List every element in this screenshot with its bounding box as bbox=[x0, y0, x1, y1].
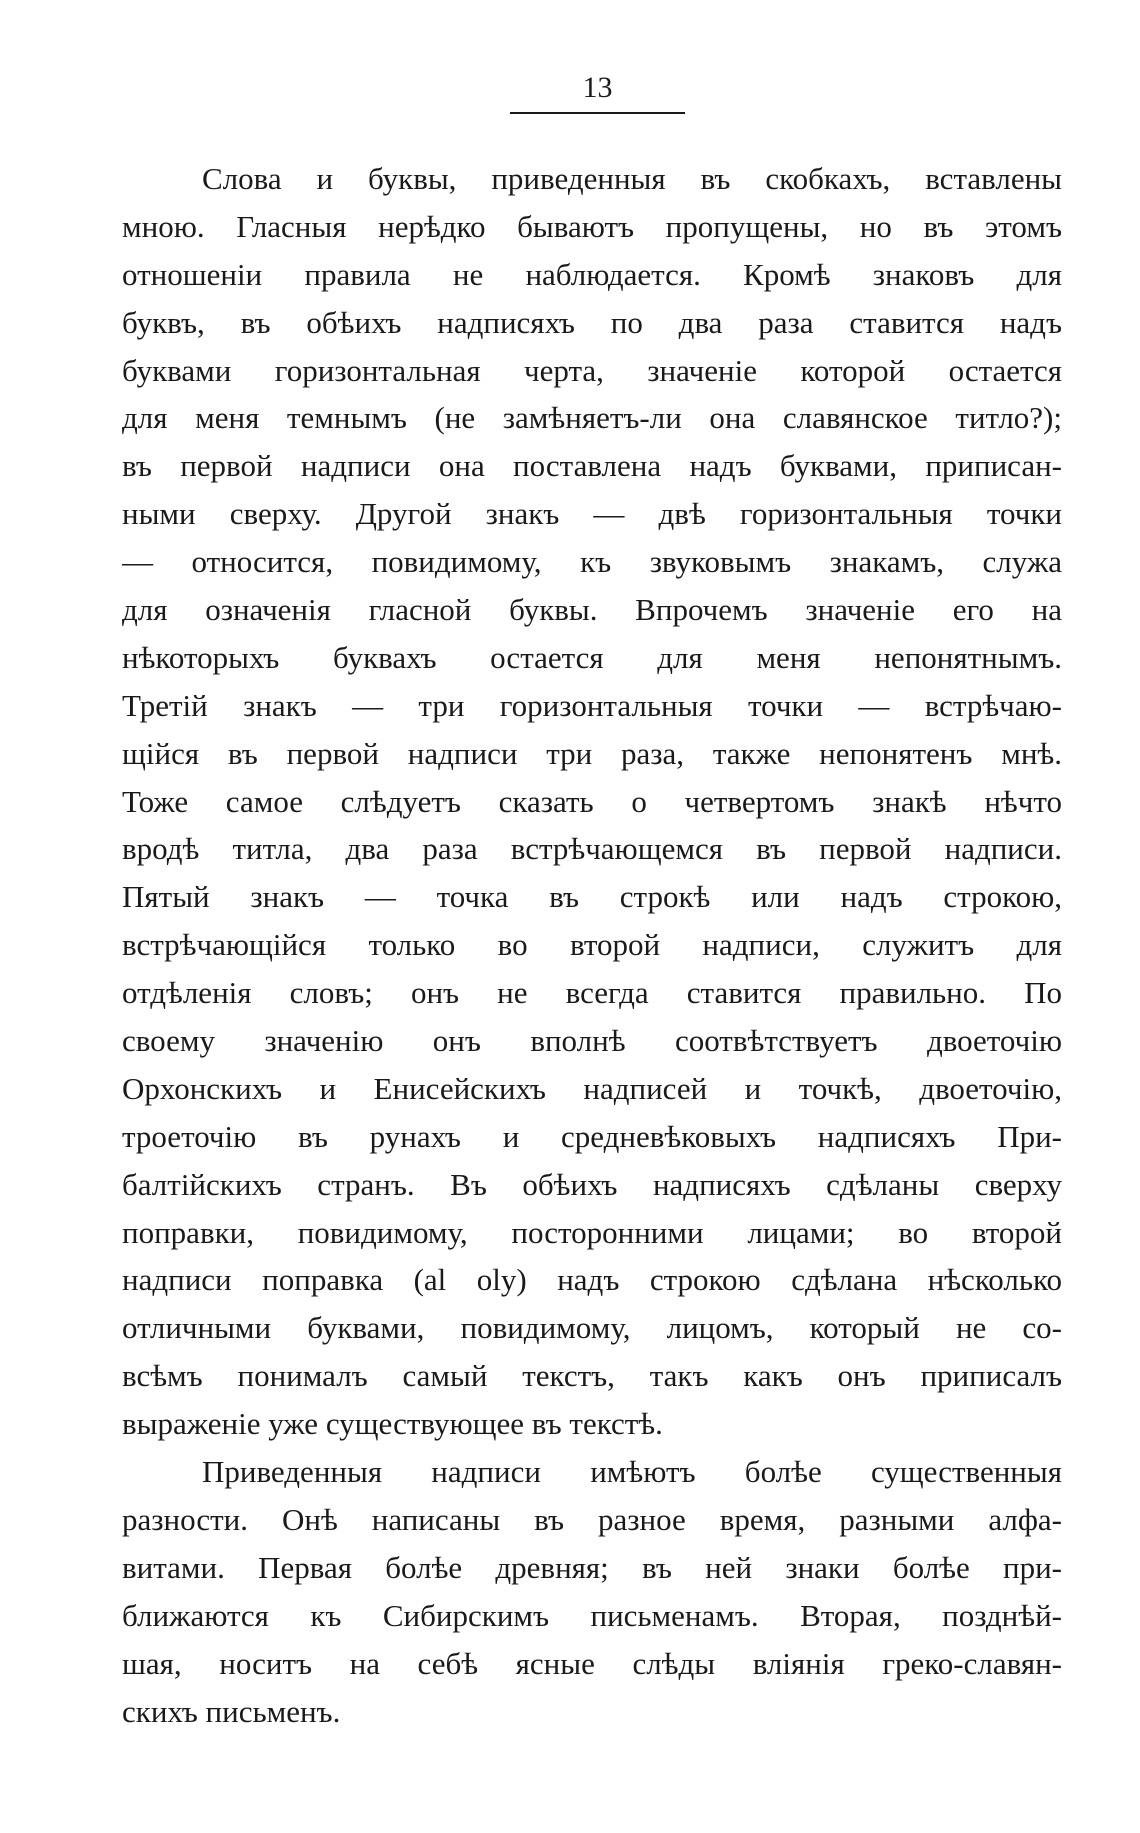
text-line: разности. Онѣ написаны въ разное время, разными алфа- bbox=[122, 1501, 1062, 1537]
text-line: балтійскихъ странъ. Въ обѣихъ надписяхъ сдѣланы сверху bbox=[122, 1166, 1062, 1202]
text-line: буквами горизонтальная черта, значеніе которой остается bbox=[122, 352, 1062, 388]
text-line: Пятый знакъ — точка въ строкѣ или надъ строкою, bbox=[122, 879, 1062, 915]
text-line: витами. Первая болѣе древняя; въ ней знаки болѣе при- bbox=[122, 1549, 1062, 1585]
paragraph bbox=[122, 1448, 1062, 1735]
text-line: мною. Гласныя нерѣдко бываютъ пропущены, но въ этомъ bbox=[122, 208, 1062, 244]
text-line: всѣмъ понималъ самый текстъ, такъ какъ онъ приписалъ bbox=[122, 1358, 1062, 1394]
text-line: троеточію въ рунахъ и средневѣковыхъ надписяхъ При- bbox=[122, 1118, 1062, 1154]
text-line: — относится, повидимому, къ звуковымъ знакамъ, служа bbox=[122, 544, 1062, 580]
text-line: Третій знакъ — три горизонтальныя точки — встрѣчаю- bbox=[122, 687, 1062, 723]
text-line: Слова и буквы, приведенныя въ скобкахъ, вставлены bbox=[202, 161, 1062, 196]
text-line: отдѣленія словъ; онъ не всегда ставится правильно. По bbox=[122, 975, 1062, 1011]
text-line: въ первой надписи она поставлена надъ буквами, приписан- bbox=[122, 448, 1062, 484]
text-line: Тоже самое слѣдуетъ сказать о четвертомъ знакѣ нѣчто bbox=[122, 783, 1062, 819]
text-line: отличными буквами, повидимому, лицомъ, который не со- bbox=[122, 1310, 1062, 1346]
text-line: для меня темнымъ (не замѣняетъ-ли она славянское титло?); bbox=[122, 400, 1062, 436]
paragraph bbox=[122, 155, 1062, 1448]
body-text bbox=[122, 155, 1062, 1735]
page-number-rule bbox=[510, 112, 685, 114]
paragraphs-container bbox=[122, 155, 1062, 1735]
text-line: для означенія гласной буквы. Впрочемъ значеніе его на bbox=[122, 592, 1062, 628]
text-line: своему значенію онъ вполнѣ соотвѣтствуетъ двоеточію bbox=[122, 1023, 1062, 1059]
text-line: выраженіе уже существующее въ текстѣ. bbox=[122, 1406, 663, 1442]
text-line: вродѣ титла, два раза встрѣчающемся въ первой надписи. bbox=[122, 831, 1062, 867]
text-line: поправки, повидимому, посторонними лицами; во второй bbox=[122, 1214, 1062, 1250]
text-line: скихъ письменъ. bbox=[122, 1693, 341, 1729]
text-line: ближаются къ Сибирскимъ письменамъ. Вторая, позднѣй- bbox=[122, 1597, 1062, 1633]
text-line: буквъ, въ обѣихъ надписяхъ по два раза ставится надъ bbox=[122, 304, 1062, 340]
text-line: нѣкоторыхъ буквахъ остается для меня непонятнымъ. bbox=[122, 639, 1062, 675]
text-line: шая, носитъ на себѣ ясные слѣды вліянія греко-славян- bbox=[122, 1645, 1062, 1681]
text-line: Орхонскихъ и Енисейскихъ надписей и точкѣ, двоеточію, bbox=[122, 1070, 1062, 1106]
page-number: 13 bbox=[582, 71, 613, 104]
text-line: щійся въ первой надписи три раза, также непонятенъ мнѣ. bbox=[122, 735, 1062, 771]
text-line: надписи поправка (al oly) надъ строкою сдѣлана нѣсколько bbox=[122, 1262, 1062, 1298]
text-line: встрѣчающійся только во второй надписи, служитъ для bbox=[122, 927, 1062, 963]
text-line: отношеніи правила не наблюдается. Кромѣ знаковъ для bbox=[122, 256, 1062, 292]
text-line: Приведенныя надписи имѣютъ болѣе существенныя bbox=[202, 1454, 1062, 1490]
text-line: ными сверху. Другой знакъ — двѣ горизонтальныя точки bbox=[122, 496, 1062, 532]
